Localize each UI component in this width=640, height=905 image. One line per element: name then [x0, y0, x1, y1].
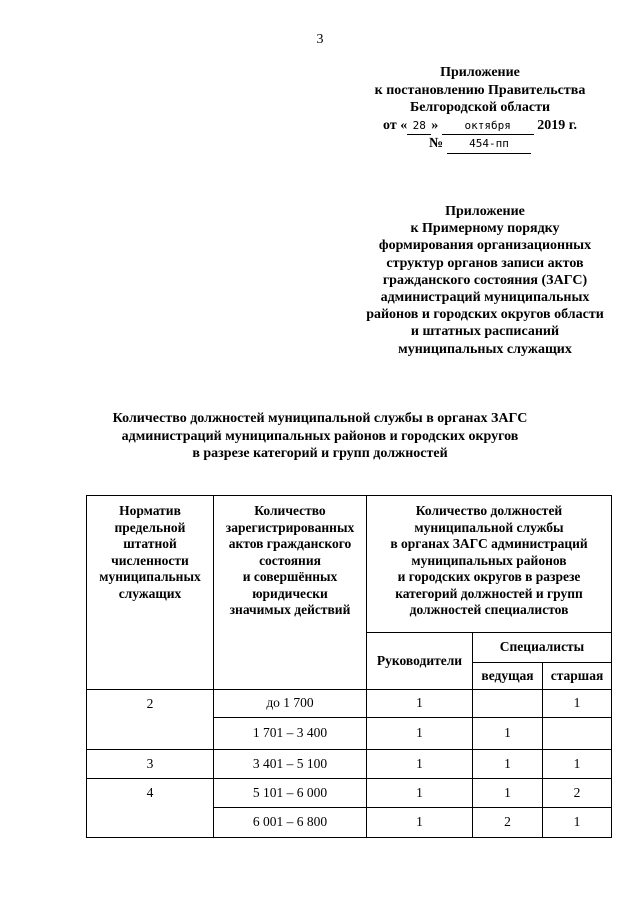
appendix2-line: и штатных расписаний [410, 324, 560, 340]
appendix-title: Приложение [440, 65, 520, 80]
cell-norm: 4 [87, 779, 214, 838]
cell-senior: 1 [543, 750, 612, 779]
title-line: администраций муниципальных районов и городских округов [121, 428, 519, 444]
appendix2-line: районов и городских округов области [366, 307, 604, 323]
cell-acts: 5 101 – 6 000 [214, 779, 367, 808]
appendix2-line: формирования организационных [378, 238, 592, 254]
appendix2-line: к Примерному порядку [410, 221, 560, 237]
table-row [87, 750, 612, 779]
appendix-line: Белгородской области [409, 100, 551, 115]
cell-acts: 6 001 – 6 800 [214, 808, 367, 838]
appendix2-line: структур органов записи актов [386, 255, 584, 271]
cell-leading: 1 [473, 779, 543, 808]
cell-managers: 1 [367, 690, 473, 718]
cell-managers: 1 [367, 779, 473, 808]
cell-senior: 1 [543, 808, 612, 838]
cell-leading: 1 [473, 750, 543, 779]
table-row [87, 690, 612, 718]
header-senior: старшая [543, 663, 612, 690]
cell-norm: 3 [87, 750, 214, 779]
title-line: в разрезе категорий и групп должностей [192, 446, 448, 461]
cell-norm: 2 [87, 690, 214, 750]
appendix2-line: администраций муниципальных [380, 290, 590, 306]
cell-leading: 1 [473, 718, 543, 750]
header-specialists: Специалисты [473, 633, 612, 663]
cell-senior: 2 [543, 779, 612, 808]
header-leading: ведущая [473, 663, 543, 690]
appendix2-line: муниципальных служащих [398, 341, 572, 357]
cell-senior [543, 718, 612, 750]
document-title [60, 410, 580, 463]
cell-managers: 1 [367, 718, 473, 750]
date-prefix: от « [383, 117, 408, 133]
positions-table [86, 495, 612, 838]
page-number: 3 [316, 32, 324, 47]
table-row [87, 779, 612, 808]
date-month: октября [442, 117, 534, 136]
cell-senior: 1 [543, 690, 612, 718]
number-label: № [428, 136, 444, 151]
number-value: 454-пп [447, 135, 531, 154]
date-day: 28 [407, 117, 431, 136]
header-registered-acts: Количество зарегистрированных актов гражданского состояния и совершённых юридически значимых действий [214, 496, 367, 690]
header-positions-count: Количество должностей муниципальной службы в органах ЗАГС администраций муниципальных районов и городских округов в разрезе категорий должностей и групп должностей специалистов [367, 496, 612, 633]
cell-leading [473, 690, 543, 718]
cell-acts: до 1 700 [214, 690, 367, 718]
appendix-number [360, 135, 600, 154]
date-mid: » [431, 117, 439, 133]
date-year: 2019 г. [537, 117, 577, 133]
appendix-government-resolution [360, 64, 600, 154]
appendix2-line: Приложение [445, 204, 525, 219]
cell-leading: 2 [473, 808, 543, 838]
appendix-line: к постановлению Правительства [374, 82, 586, 98]
appendix-date [360, 117, 600, 136]
cell-managers: 1 [367, 750, 473, 779]
header-managers: Руководители [367, 633, 473, 690]
appendix-procedure [340, 203, 630, 358]
cell-acts: 3 401 – 5 100 [214, 750, 367, 779]
cell-acts: 1 701 – 3 400 [214, 718, 367, 750]
appendix2-line: гражданского состояния (ЗАГС) [382, 272, 588, 288]
title-line: Количество должностей муниципальной службы в органах ЗАГС [112, 411, 528, 426]
cell-managers: 1 [367, 808, 473, 838]
header-staff-norm: Норматив предельной штатной численности муниципальных служащих [87, 496, 214, 690]
